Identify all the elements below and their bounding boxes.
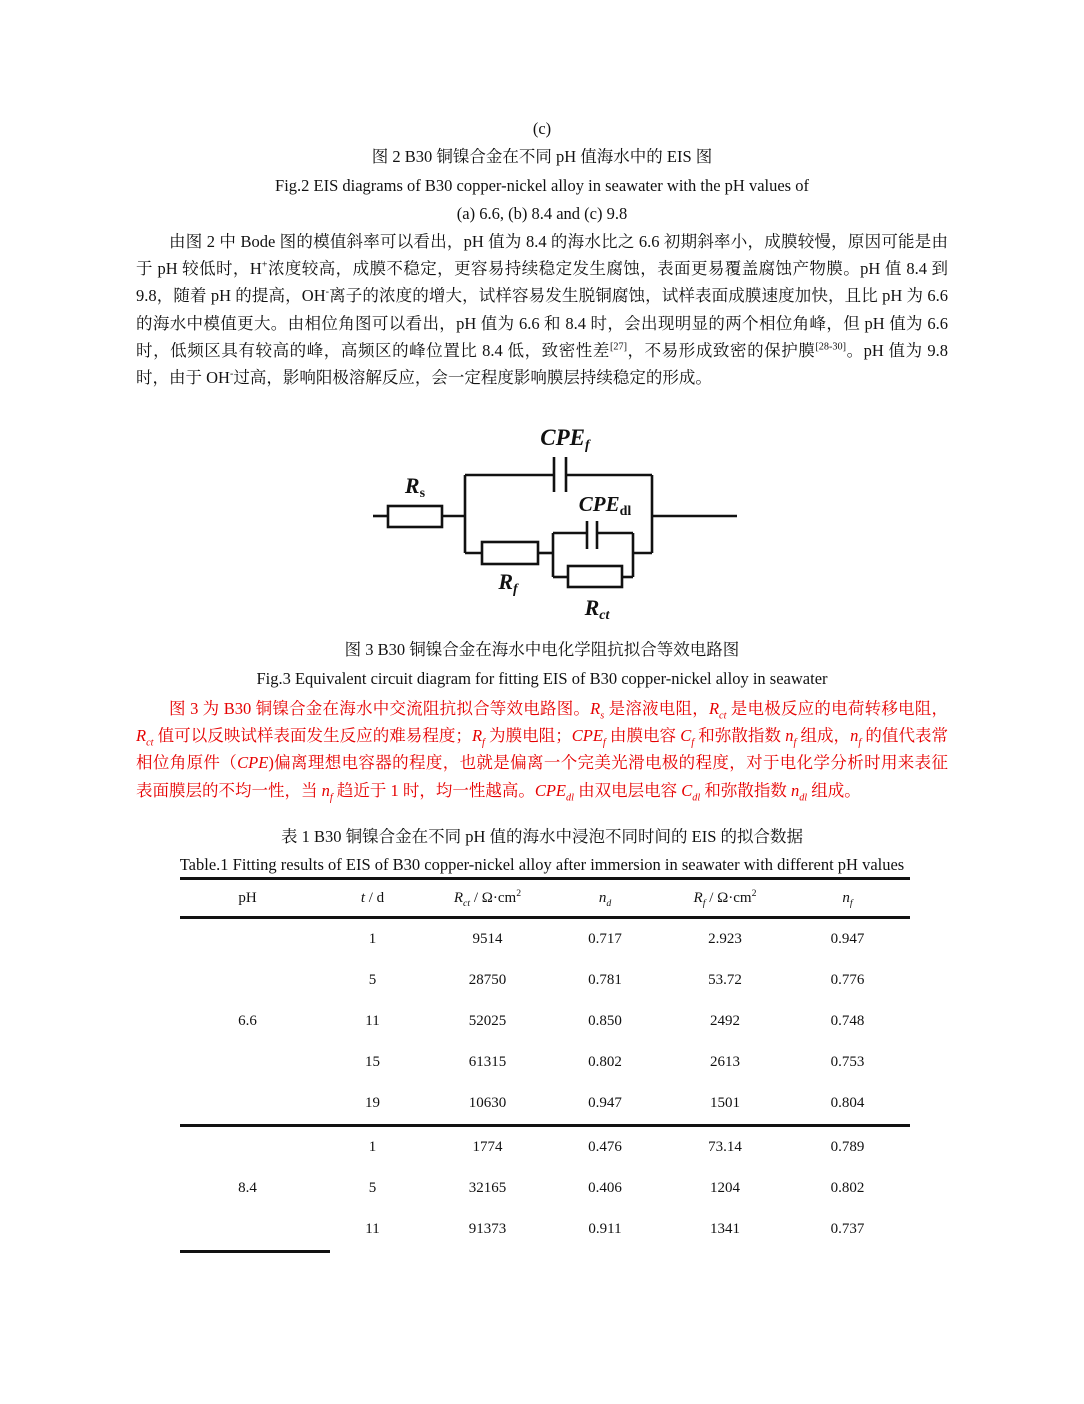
figure2-caption-zh: 图 2 B30 铜镍合金在不同 pH 值海水中的 EIS 图	[371, 147, 713, 166]
label-rf: $R_f$	[498, 569, 518, 597]
resistor-rct-box	[568, 566, 622, 587]
table-cell: 5	[368, 1180, 377, 1196]
table-cell: 19	[365, 1095, 380, 1111]
figure2-caption-en: Fig.2 EIS diagrams of B30 copper-nickel alloy in seawater with the pH values of	[275, 176, 809, 195]
table-row	[180, 919, 910, 960]
table-cell: 0.406	[588, 1180, 622, 1196]
inline-formatted-text: R	[590, 699, 601, 718]
inline-formatted-text: dl	[799, 791, 808, 803]
table-bottom-partial-border	[180, 1250, 330, 1253]
inline-formatted-text: C	[680, 726, 692, 746]
table1-caption-en: Table.1 Fitting results of EIS of B30 copper-nickel alloy after immersion in seawater with different pH values	[179, 855, 905, 874]
table-cell: 0.804	[830, 1095, 865, 1111]
col-header-rct: $R_{ct} / \Omega\cdot cm^2$	[453, 887, 522, 909]
table-row	[180, 1042, 910, 1083]
inline-formatted-text: ct	[146, 737, 154, 749]
inline-formatted-text: ct	[719, 710, 727, 722]
table-cell: 0.776	[830, 972, 865, 988]
fitting-results-table	[180, 877, 910, 1253]
table-cell: 1341	[710, 1221, 740, 1237]
col-header-nd: $n_d$	[598, 889, 612, 909]
inline-formatted-text: -	[325, 286, 330, 298]
table-cell: 0.911	[588, 1221, 622, 1237]
table-cell: 0.947	[588, 1095, 622, 1111]
table-cell: 1	[368, 1139, 377, 1155]
table-cell: 1	[368, 931, 377, 947]
table-row	[180, 1083, 910, 1124]
table-cell: 2.923	[708, 931, 742, 947]
table-cell: 52025	[468, 1013, 507, 1029]
figure3-caption-en: Fig.3 Equivalent circuit diagram for fitting EIS of B30 copper-nickel alloy in seawater	[256, 669, 828, 688]
table-cell: 2613	[710, 1054, 740, 1070]
table-cell: 11	[365, 1013, 380, 1029]
table-row	[180, 960, 910, 1001]
inline-formatted-text: CPE	[534, 780, 567, 800]
table-cell: 0.737	[830, 1221, 865, 1237]
table-cell: 1501	[710, 1095, 740, 1111]
table-cell: 10630	[468, 1095, 507, 1111]
table-cell: 0.802	[830, 1180, 865, 1196]
table-cell: 0.802	[588, 1054, 622, 1070]
table-cell: 0.717	[588, 931, 622, 947]
col-header-nf: $n_f$	[842, 889, 853, 909]
inline-formatted-text: f	[329, 791, 333, 803]
table-cell: 0.781	[588, 972, 622, 988]
table-group-ph66	[180, 919, 910, 1124]
inline-formatted-text: n	[850, 726, 859, 746]
body-paragraph: 由图 2 中 Bode 图的模值斜率可以看出，pH 值为 8.4 的海水比之 6.6 初期斜率小，成膜较慢，原因可能是由于 pH 较低时，H+浓度较高，成膜不稳定，更容易持续稳定发生腐蚀，表面更易覆盖腐蚀产物膜。pH 值 8.4 到 9.8，随着 pH 的提高，OH-离子的浓度的增大，试样容易发生脱铜腐蚀，试样表面成膜速度加快，且比 pH 为 6.6 的海水中模值更大。由相位角图可以看出，pH 值为 6.6 和 8.4 时，会出现明显的两个相位角峰，但 pH 值为 6.6 时，低频区具有较高的峰，高频区的峰位置比 8.4 低，致密性差[27]，不易形成致密的保护膜[28-30]。pH 值为 9.8 时，由于 OH-过高，影响阳极溶解反应，会一定程度影响膜层持续稳定的形成。	[136, 232, 949, 388]
inline-formatted-text: R	[136, 726, 147, 746]
capacitor-cpef-plates	[554, 457, 566, 492]
inline-formatted-text: CPE	[571, 726, 603, 746]
figure3-caption-zh: 图 3 B30 铜镍合金在海水中电化学阻抗拟合等效电路图	[344, 640, 740, 659]
table-row	[180, 1001, 910, 1042]
table1-caption-zh: 表 1 B30 铜镍合金在不同 pH 值的海水中浸泡不同时间的 EIS 的拟合数据	[280, 827, 804, 846]
table-cell: 32165	[468, 1180, 507, 1196]
inline-formatted-text: R	[708, 699, 720, 718]
inline-formatted-text: n	[785, 726, 794, 746]
inline-formatted-text: -	[229, 368, 234, 380]
inline-formatted-text: CPE	[237, 753, 269, 773]
equivalent-circuit-figure	[365, 425, 755, 633]
label-cpedl: $CPE_{dl}$	[578, 492, 632, 519]
inline-formatted-text: R	[471, 726, 483, 746]
table-cell: 1204	[710, 1180, 740, 1196]
inline-formatted-text: f	[793, 737, 797, 749]
table-cell: 1774	[472, 1139, 503, 1155]
table-cell: 11	[365, 1221, 380, 1237]
inline-formatted-text: n	[790, 780, 800, 800]
label-cpef: $CPE_f$	[540, 425, 590, 453]
circuit-diagram	[365, 425, 755, 633]
inline-formatted-text: f	[858, 737, 862, 749]
inline-formatted-text: f	[482, 737, 485, 749]
inline-formatted-text: C	[681, 780, 693, 800]
inline-formatted-text: [28-30]	[815, 341, 847, 353]
figure2-sublabel-c: (c)	[532, 119, 552, 138]
table-row	[180, 1209, 910, 1250]
inline-formatted-text: dl	[692, 791, 701, 803]
label-rs: $R_s$	[404, 473, 426, 501]
table-row	[180, 1168, 910, 1209]
table-cell: 73.14	[708, 1139, 742, 1155]
inline-formatted-text: s	[600, 710, 605, 722]
table-cell: 8.4	[238, 1180, 257, 1196]
table-cell: 0.476	[588, 1139, 622, 1155]
table-cell: 15	[365, 1054, 380, 1070]
inline-formatted-text: +	[261, 259, 268, 271]
col-header-ph: pH	[238, 889, 257, 906]
inline-formatted-text: f	[602, 737, 606, 749]
table-cell: 5	[368, 972, 377, 988]
table-group-ph84	[180, 1127, 910, 1250]
inline-formatted-text: f	[691, 737, 695, 749]
table-cell: 53.72	[708, 972, 742, 988]
table-cell: 0.748	[830, 1013, 865, 1029]
figure2-caption-en-line2: (a) 6.6, (b) 8.4 and (c) 9.8	[456, 204, 628, 223]
red-annotation-paragraph: 图 3 为 B30 铜镍合金在海水中交流阻抗拟合等效电路图。$R_s$ 是溶液电阻，$R_{ct}$ 是电极反应的电荷转移电阻，$R_{ct}$ 值可以反映试样表面发生反应的难易程度；$R_f$ 为膜电阻；$CPE_f$ 由膜电容 $C_f$ 和弥散指数 $n_f$ 组成，$n_f$ 的值代表常相位角原件（CPE)偏离理想电容器的程度，也就是偏离一个完美光滑电极的程度，对于电化学分析时用来表征表面膜层的不均一性，当 $n_f$ 趋近于 1 时，均一性越高。$CPE_{dl}$ 由双电层电容 $C_{dl}$ 和弥散指数 $n_{dl}$ 组成。	[136, 699, 949, 803]
table-row	[180, 1127, 910, 1168]
table-header-row	[180, 880, 910, 916]
inline-formatted-text: dl	[566, 791, 574, 803]
inline-formatted-text: n	[321, 780, 330, 800]
resistor-rs-box	[388, 506, 442, 527]
table-cell: 0.789	[830, 1139, 865, 1155]
table-cell: 9514	[472, 931, 503, 947]
col-header-rf: $R_f / \Omega\cdot cm^2$	[693, 887, 757, 909]
capacitor-cpedl-plates	[587, 521, 597, 549]
col-header-t: t / d	[360, 889, 385, 906]
table-cell: 0.850	[588, 1013, 622, 1029]
resistor-rf-box	[482, 542, 538, 564]
table-cell: 0.753	[830, 1054, 865, 1070]
inline-formatted-text: [27]	[609, 341, 627, 353]
label-rct: $R_{ct}$	[584, 595, 610, 623]
table-cell: 0.947	[830, 931, 865, 947]
table-cell: 61315	[468, 1054, 507, 1070]
table-cell: 2492	[710, 1013, 740, 1029]
table-cell: 6.6	[238, 1013, 257, 1029]
table-cell: 91373	[468, 1221, 507, 1237]
table-cell: 28750	[468, 972, 507, 988]
